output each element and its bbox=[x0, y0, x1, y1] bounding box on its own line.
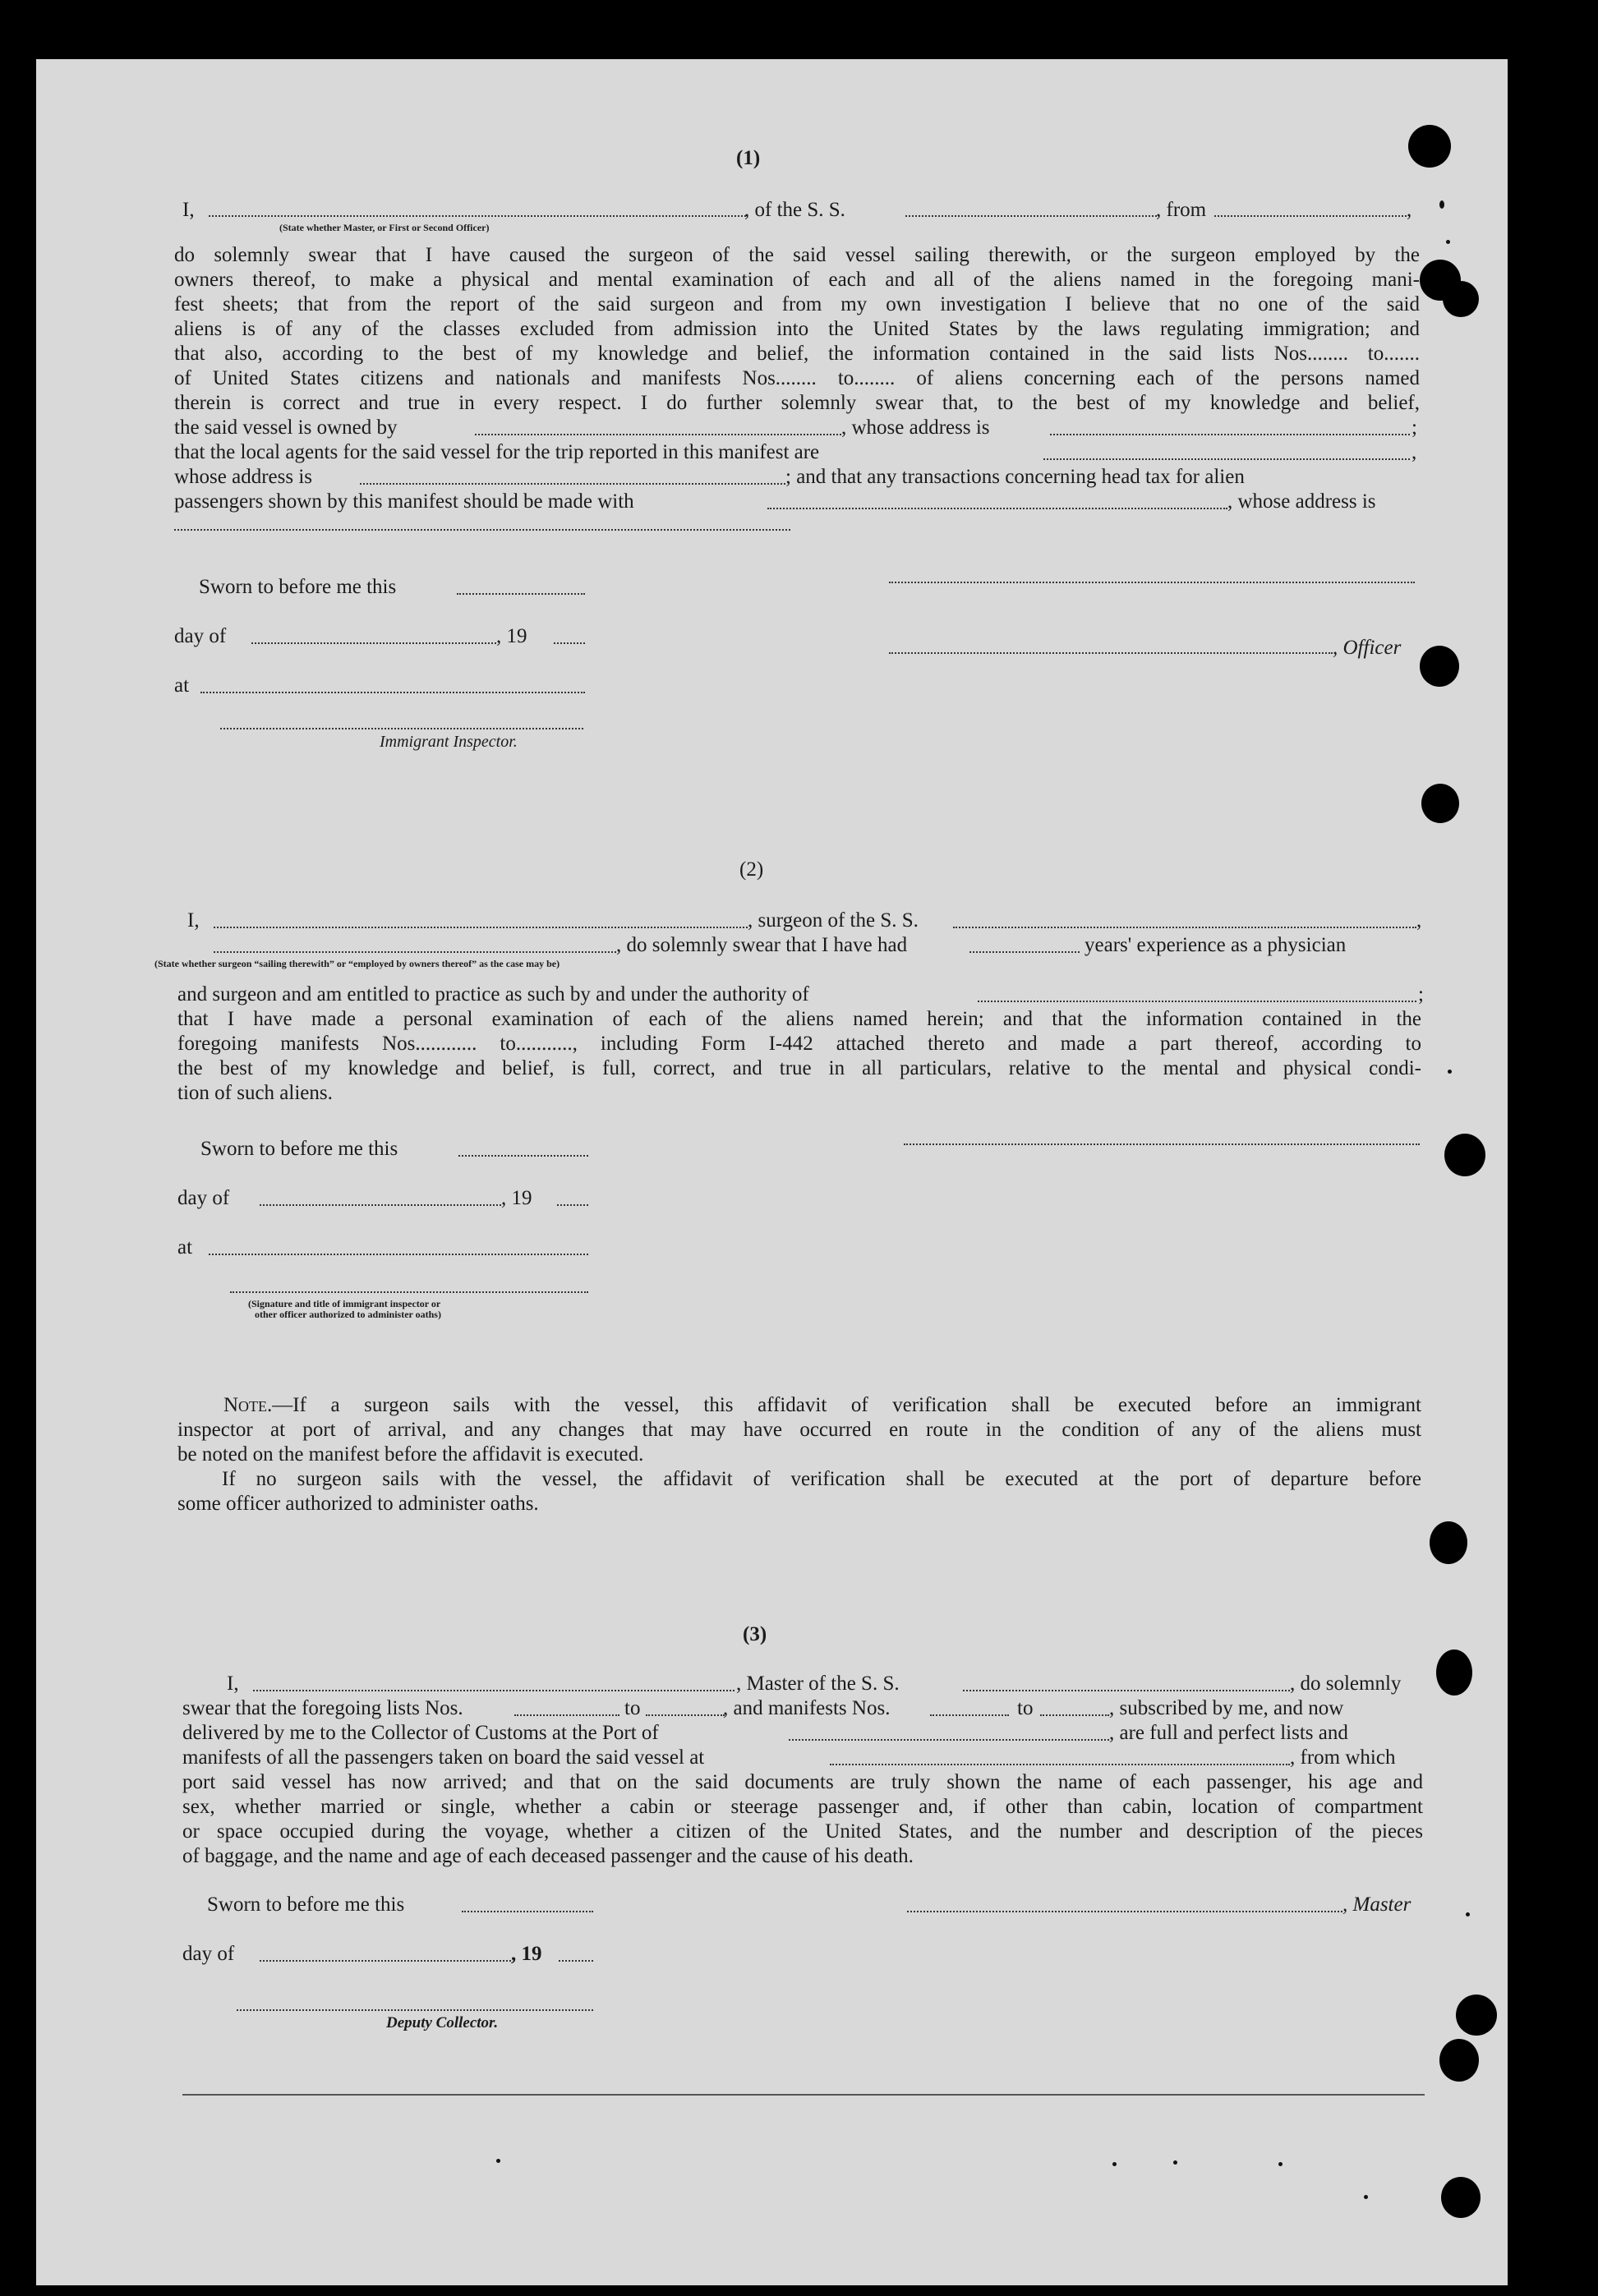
master-signature-blank bbox=[907, 1911, 1342, 1912]
officer-title: , Officer bbox=[1333, 637, 1402, 659]
place-blank bbox=[209, 1254, 588, 1255]
day-of-label: day of bbox=[182, 1943, 235, 1965]
attestation-line: or space occupied during the voyage, whether a citizen of the United States, and the number and description of the pieces bbox=[182, 1820, 1423, 1843]
authority-label: and surgeon and am entitled to practice as such by and under the authority of bbox=[177, 983, 809, 1005]
authority-blank bbox=[978, 1001, 1416, 1002]
manifests-label: , and manifests Nos. bbox=[723, 1697, 891, 1719]
at-label: at bbox=[177, 1236, 193, 1258]
certification-line: tion of such aliens. bbox=[177, 1082, 333, 1104]
head-tax-text: ; and that any transactions concerning head tax for alien bbox=[785, 466, 1245, 488]
form-sheet bbox=[36, 59, 1508, 2285]
port-blank bbox=[789, 1739, 1109, 1741]
field-hint: (State whether Master, or First or Second Officer) bbox=[279, 222, 490, 233]
speck bbox=[1439, 200, 1444, 209]
sworn-date-blank bbox=[462, 1911, 593, 1912]
oath-paragraph-line: do solemnly swear that I have caused the surgeon of the said vessel sailing therewith, or the surgeon employed by the bbox=[174, 244, 1420, 266]
full-lists-label: , are full and perfect lists and bbox=[1109, 1722, 1348, 1744]
local-agents-label: that the local agents for the said vessel for the trip reported in this manifest are bbox=[174, 441, 820, 463]
agent-address-label: whose address is bbox=[174, 466, 313, 488]
owner-blank bbox=[475, 434, 841, 435]
place-blank bbox=[200, 692, 585, 693]
binder-hole bbox=[1443, 281, 1479, 317]
master-title: , Master bbox=[1342, 1893, 1411, 1916]
year-blank bbox=[559, 1960, 593, 1962]
semicolon: ; bbox=[1411, 416, 1417, 439]
year-blank bbox=[557, 1204, 588, 1206]
certification-line: foregoing manifests Nos............ to..........., including Form I-442 attached thereto and made a part thereof, according to bbox=[177, 1033, 1421, 1055]
certification-line: the best of my knowledge and belief, is full, correct, and true in all particulars, relative to the mental and physical condi- bbox=[177, 1057, 1421, 1079]
master-name-blank bbox=[209, 215, 746, 217]
departure-port-blank bbox=[830, 1764, 1290, 1765]
note-line: be noted on the manifest before the affidavit is executed. bbox=[177, 1443, 644, 1465]
owner-address-label: , whose address is bbox=[841, 416, 990, 439]
surgeon-name-blank bbox=[214, 927, 748, 928]
oath-paragraph-line: of United States citizens and nationals and manifests Nos........ to........ of aliens concerning each of the persons named bbox=[174, 367, 1420, 389]
oath-paragraph-line: that also, according to the best of my knowledge and belief, the information contained in the said lists Nos........ to....... bbox=[174, 343, 1420, 365]
section-3-heading: (3) bbox=[743, 1623, 767, 1645]
field-hint: (State whether surgeon “sailing therewith” or “employed by owners thereof” as the case may be) bbox=[154, 958, 560, 969]
do-solemnly-label: , do solemnly bbox=[1290, 1673, 1402, 1695]
year-blank bbox=[554, 642, 585, 644]
certification-line: that I have made a personal examination of each of the aliens named herein; and that the information contained in the bbox=[177, 1008, 1421, 1030]
comma: , bbox=[1416, 909, 1422, 932]
sworn-label: Sworn to before me this bbox=[199, 576, 397, 598]
vessel-name-blank bbox=[963, 1690, 1290, 1691]
section-1-heading: (1) bbox=[736, 147, 761, 169]
local-agents-blank bbox=[1043, 458, 1410, 460]
payee-address-blank bbox=[174, 529, 790, 531]
binder-hole bbox=[1436, 1650, 1472, 1696]
binder-hole bbox=[1430, 1521, 1467, 1564]
oath-paragraph-line: fest sheets; that from the report of the said surgeon and from my own investigation I believe that no one of the said bbox=[174, 293, 1420, 315]
at-label: at bbox=[174, 674, 190, 697]
binder-hole bbox=[1456, 1995, 1497, 2036]
bottom-rule bbox=[182, 2094, 1425, 2096]
master-of-label: , Master of the S. S. bbox=[736, 1673, 900, 1695]
manifests-to-blank bbox=[1040, 1714, 1109, 1716]
month-blank bbox=[260, 1204, 501, 1206]
administering-officer-signature-blank bbox=[230, 1291, 588, 1293]
agent-address-blank bbox=[360, 483, 785, 485]
binder-hole bbox=[1408, 125, 1451, 168]
year-label: , 19 bbox=[496, 625, 527, 647]
binder-hole bbox=[1444, 1134, 1485, 1176]
speck bbox=[1448, 1070, 1452, 1074]
deputy-collector-signature-blank bbox=[237, 2009, 593, 2011]
speck bbox=[1446, 240, 1450, 244]
lists-from-blank bbox=[514, 1714, 619, 1716]
years-label: years' experience as a physician bbox=[1085, 934, 1347, 956]
affiant-prefix: I, bbox=[182, 199, 195, 221]
owned-by-label: the said vessel is owned by bbox=[174, 416, 398, 439]
surgeon-type-blank bbox=[214, 951, 616, 953]
head-tax-payee-blank bbox=[767, 508, 1227, 509]
speck bbox=[1364, 2195, 1368, 2199]
speck bbox=[496, 2159, 500, 2163]
line-end-comma: , bbox=[1407, 199, 1412, 221]
signature-hint: (Signature and title of immigrant inspector or bbox=[248, 1298, 441, 1309]
inspector-signature-blank bbox=[220, 728, 583, 729]
note-line: Note.—If a surgeon sails with the vessel, this affidavit of verification shall be executed before an immigrant bbox=[223, 1394, 1421, 1416]
taken-aboard-label: manifests of all the passengers taken on board the said vessel at bbox=[182, 1746, 705, 1769]
note-line: If no surgeon sails with the vessel, the affidavit of verification shall be executed at the port of departure before bbox=[222, 1468, 1421, 1490]
affiant-prefix: I, bbox=[187, 909, 200, 932]
note-line: some officer authorized to administer oaths. bbox=[177, 1493, 539, 1515]
affiant-prefix: I, bbox=[227, 1673, 239, 1695]
sworn-date-blank bbox=[458, 1155, 588, 1157]
surgeon-signature-blank bbox=[904, 1143, 1420, 1145]
section-2-heading: (2) bbox=[739, 858, 764, 881]
year-label: , 19 bbox=[511, 1943, 542, 1965]
payee-address-label: , whose address is bbox=[1227, 490, 1376, 513]
binder-hole bbox=[1420, 646, 1459, 687]
surgeon-of-label: , surgeon of the S. S. bbox=[748, 909, 919, 932]
month-blank bbox=[251, 642, 496, 644]
to-label: to bbox=[1017, 1697, 1034, 1719]
deputy-collector-title: Deputy Collector. bbox=[386, 2014, 499, 2031]
year-label: , 19 bbox=[501, 1187, 532, 1209]
oath-paragraph-line: therein is correct and true in every respect. I do further solemnly swear that, to the best of my knowledge and belief, bbox=[174, 392, 1420, 414]
oath-paragraph-line: aliens is of any of the classes excluded from admission into the United States by the laws regulating immigration; and bbox=[174, 318, 1420, 340]
comma: , bbox=[1411, 441, 1417, 463]
speck bbox=[1466, 1912, 1470, 1916]
officer-signature-blank-1 bbox=[889, 582, 1415, 583]
attestation-line: sex, whether married or single, whether a cabin or steerage passenger and, if other than cabin, location of compartment bbox=[182, 1796, 1423, 1818]
vessel-name-blank bbox=[905, 215, 1157, 217]
vessel-name-blank bbox=[953, 927, 1416, 928]
of-the-ss-label: , of the S. S. bbox=[744, 199, 845, 221]
origin-blank bbox=[1214, 215, 1407, 217]
semicolon: ; bbox=[1418, 983, 1424, 1005]
owner-address-blank bbox=[1050, 434, 1410, 435]
speck bbox=[1173, 2160, 1177, 2165]
years-blank bbox=[969, 951, 1080, 953]
do-swear-label: , do solemnly swear that I have had bbox=[616, 934, 908, 956]
day-of-label: day of bbox=[174, 625, 227, 647]
officer-signature-blank-2 bbox=[889, 652, 1333, 654]
lists-label: swear that the foregoing lists Nos. bbox=[182, 1697, 463, 1719]
lists-to-blank bbox=[646, 1714, 725, 1716]
sworn-label: Sworn to before me this bbox=[200, 1138, 398, 1160]
passengers-label: passengers shown by this manifest should be made with bbox=[174, 490, 634, 513]
oath-paragraph-line: owners thereof, to make a physical and mental examination of each and all of the aliens named in the foregoing mani- bbox=[174, 269, 1420, 291]
subscribed-label: , subscribed by me, and now bbox=[1109, 1697, 1344, 1719]
speck bbox=[1112, 2162, 1117, 2166]
from-label: , from bbox=[1156, 199, 1207, 221]
attestation-line: of baggage, and the name and age of each deceased passenger and the cause of his death. bbox=[182, 1845, 914, 1867]
speck bbox=[1278, 2162, 1283, 2166]
binder-hole bbox=[1439, 2039, 1479, 2082]
signature-hint: other officer authorized to administer oaths) bbox=[255, 1309, 441, 1320]
to-label: to bbox=[624, 1697, 641, 1719]
sworn-date-blank bbox=[457, 593, 585, 595]
binder-hole bbox=[1441, 2177, 1481, 2218]
inspector-title: Immigrant Inspector. bbox=[380, 733, 518, 751]
port-label: delivered by me to the Collector of Customs at the Port of bbox=[182, 1722, 659, 1744]
manifests-from-blank bbox=[930, 1714, 1009, 1716]
master-name-blank bbox=[253, 1690, 735, 1691]
from-which-label: , from which bbox=[1290, 1746, 1396, 1769]
note-label: Note. bbox=[223, 1394, 273, 1416]
month-blank bbox=[260, 1960, 511, 1962]
binder-hole bbox=[1421, 784, 1459, 823]
attestation-line: port said vessel has now arrived; and that on the said documents are truly shown the name of each passenger, his age and bbox=[182, 1771, 1423, 1793]
note-line: inspector at port of arrival, and any changes that may have occurred en route in the condition of any of the aliens must bbox=[177, 1419, 1421, 1441]
sworn-label: Sworn to before me this bbox=[207, 1893, 405, 1916]
day-of-label: day of bbox=[177, 1187, 230, 1209]
